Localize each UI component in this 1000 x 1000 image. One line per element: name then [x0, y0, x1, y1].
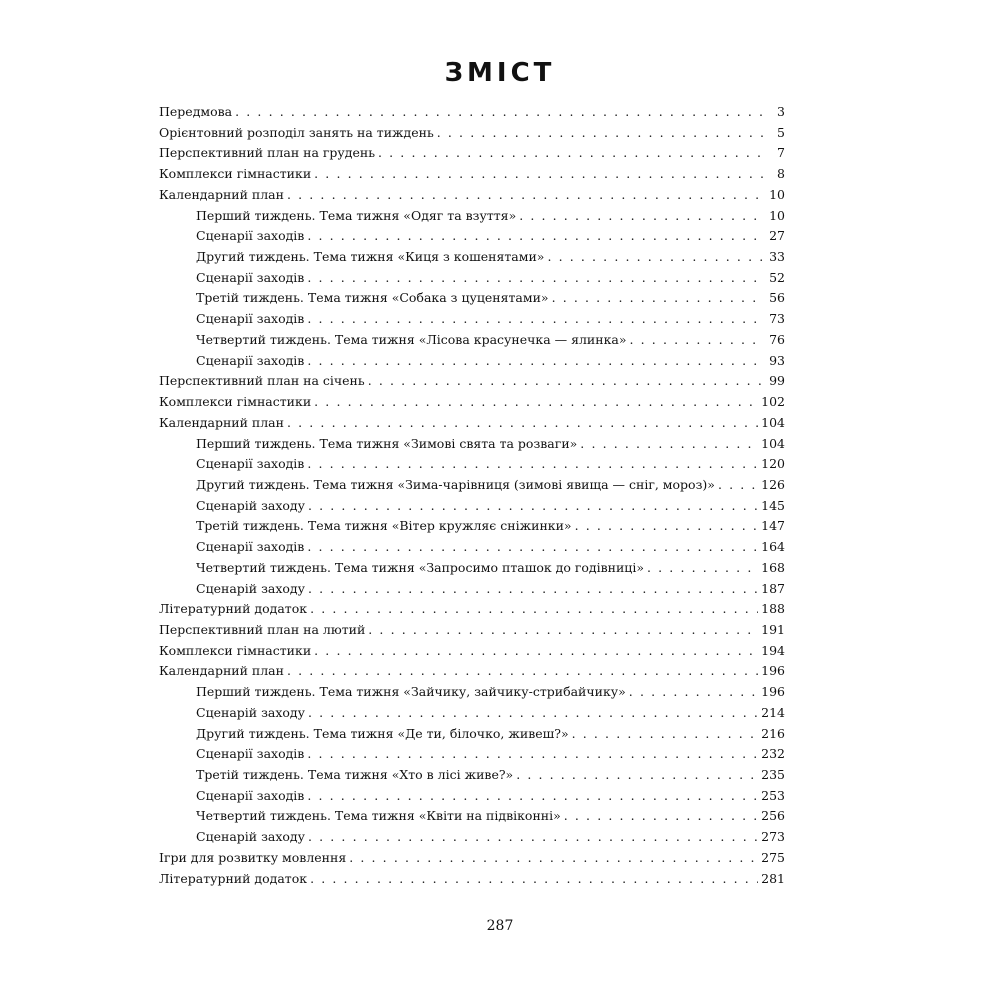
toc-entry-label: Сценарії заходів — [196, 539, 305, 555]
toc-entry — [159, 703, 785, 724]
toc-entry-page: 99 — [769, 373, 785, 389]
toc-entry — [159, 351, 785, 372]
dot-leader — [516, 765, 758, 786]
toc-entry-label: Літературний додаток — [159, 601, 308, 617]
toc-entry — [159, 226, 785, 247]
dot-leader — [310, 599, 758, 620]
toc-entry — [159, 247, 785, 268]
toc-entry-label: Комплекси гімнастики — [159, 166, 312, 182]
dot-leader — [575, 516, 759, 537]
toc-entry-label: Сценарії заходів — [196, 228, 305, 244]
toc-entry-label: Сценарій заходу — [196, 829, 305, 845]
toc-entry-page: 7 — [777, 145, 785, 161]
dot-leader — [287, 413, 758, 434]
toc-entry — [159, 164, 785, 185]
toc-entry-page: 168 — [761, 559, 785, 575]
toc-entry-page: 104 — [761, 435, 785, 451]
toc-entry — [159, 309, 785, 330]
toc-entry-page: 126 — [761, 476, 785, 492]
toc-entry-label: Четвертий тиждень. Тема тижня «Лісова красунечка — ялинка» — [196, 331, 627, 347]
toc-entry-label: Ігри для розвитку мовлення — [159, 849, 347, 865]
toc-entry-label: Передмова — [159, 104, 233, 119]
toc-entry — [159, 143, 785, 164]
toc-entry-page: 145 — [761, 497, 785, 513]
toc-entry-label: Другий тиждень. Тема тижня «Зима-чарівниця (зимові явища — сніг, мороз)» — [196, 476, 715, 492]
dot-leader — [308, 579, 758, 600]
toc-entry-page: 76 — [769, 331, 785, 347]
toc-entry-page: 191 — [761, 621, 785, 637]
toc-entry — [159, 413, 785, 434]
dot-leader — [368, 371, 764, 392]
dot-leader — [308, 703, 758, 724]
toc-entry — [159, 558, 785, 579]
toc-entry-label: Сценарії заходів — [196, 456, 305, 472]
toc-entry-label: Третій тиждень. Тема тижня «Вітер кружляє сніжинки» — [196, 518, 572, 534]
toc-entry-label: Сценарій заходу — [196, 580, 305, 596]
dot-leader — [307, 268, 764, 289]
toc-entry — [159, 744, 785, 765]
toc-entry-page: 214 — [761, 704, 785, 720]
toc-entry — [159, 579, 785, 600]
toc-entry — [159, 786, 785, 807]
toc-entry — [159, 206, 785, 227]
toc-entry — [159, 848, 785, 869]
dot-leader — [310, 869, 758, 890]
page-title: ЗМІСТ — [444, 58, 556, 88]
dot-leader — [552, 288, 764, 309]
dot-leader — [519, 206, 764, 227]
page-number: 287 — [486, 918, 514, 934]
toc-entry-label: Сценарій заходу — [196, 704, 305, 720]
toc-entry — [159, 268, 785, 289]
dot-leader — [307, 309, 764, 330]
dot-leader — [378, 143, 764, 164]
toc-entry-page: 52 — [769, 269, 785, 285]
dot-leader — [307, 454, 758, 475]
toc-entry-label: Сценарій заходу — [196, 497, 305, 513]
table-of-contents — [159, 102, 785, 889]
toc-entry-label: Перспективний план на лютий — [159, 621, 366, 637]
toc-entry — [159, 682, 785, 703]
toc-entry-page: 256 — [761, 808, 785, 824]
dot-leader — [564, 806, 758, 827]
toc-entry-label: Сценарії заходів — [196, 311, 305, 327]
toc-entry-page: 216 — [761, 725, 785, 741]
toc-entry-page: 273 — [761, 829, 785, 845]
dot-leader — [314, 392, 758, 413]
toc-entry-label: Календарний план — [159, 663, 284, 679]
dot-leader — [307, 744, 758, 765]
toc-entry-page: 196 — [761, 684, 785, 700]
toc-entry — [159, 869, 785, 890]
toc-entry-label: Перший тиждень. Тема тижня «Одяг та взуття» — [196, 207, 517, 223]
dot-leader — [308, 827, 758, 848]
dot-leader — [647, 558, 758, 579]
toc-entry-label: Комплекси гімнастики — [159, 642, 312, 658]
toc-entry-label: Третій тиждень. Тема тижня «Собака з цуценятами» — [196, 290, 549, 306]
toc-entry — [159, 806, 785, 827]
toc-entry-page: 5 — [777, 124, 785, 140]
dot-leader — [307, 786, 758, 807]
toc-entry — [159, 434, 785, 455]
toc-entry-label: Сценарії заходів — [196, 269, 305, 285]
toc-entry-label: Четвертий тиждень. Тема тижня «Запросимо пташок до годівниці» — [196, 559, 644, 575]
toc-entry — [159, 185, 785, 206]
dot-leader — [307, 226, 764, 247]
dot-leader — [314, 164, 764, 185]
toc-entry-page: 10 — [769, 207, 785, 223]
toc-entry-page: 102 — [761, 394, 785, 410]
toc-entry-page: 194 — [761, 642, 785, 658]
dot-leader — [287, 661, 758, 682]
toc-entry-page: 27 — [769, 228, 785, 244]
toc-entry-page: 10 — [769, 186, 785, 202]
dot-leader — [547, 247, 764, 268]
toc-entry-page: 253 — [761, 787, 785, 803]
toc-entry-label: Орієнтовний розподіл занять на тиждень — [159, 124, 434, 140]
dot-leader — [580, 434, 758, 455]
toc-entry — [159, 392, 785, 413]
toc-entry — [159, 620, 785, 641]
toc-entry-page: 104 — [761, 414, 785, 430]
toc-entry-label: Перспективний план на грудень — [159, 145, 376, 161]
toc-entry — [159, 371, 785, 392]
toc-entry-page: 120 — [761, 456, 785, 472]
dot-leader — [349, 848, 758, 869]
toc-entry-label: Літературний додаток — [159, 870, 308, 886]
toc-entry-page: 188 — [761, 601, 785, 617]
dot-leader — [307, 351, 764, 372]
toc-entry-label: Комплекси гімнастики — [159, 394, 312, 410]
dot-leader — [630, 330, 765, 351]
dot-leader — [308, 496, 758, 517]
toc-entry — [159, 599, 785, 620]
toc-entry — [159, 102, 785, 123]
toc-entry — [159, 330, 785, 351]
toc-entry-label: Перший тиждень. Тема тижня «Зимові свята та розваги» — [196, 435, 578, 451]
toc-entry-label: Сценарії заходів — [196, 787, 305, 803]
toc-entry-page: 73 — [769, 311, 785, 327]
toc-entry — [159, 537, 785, 558]
toc-entry — [159, 454, 785, 475]
toc-entry-label: Перспективний план на січень — [159, 373, 365, 389]
dot-leader — [235, 102, 764, 123]
toc-entry-page: 187 — [761, 580, 785, 596]
toc-entry-page: 3 — [777, 104, 785, 119]
toc-entry — [159, 288, 785, 309]
toc-entry — [159, 827, 785, 848]
toc-entry-label: Перший тиждень. Тема тижня «Зайчику, зайчику-стрибайчику» — [196, 684, 626, 700]
toc-entry-label: Другий тиждень. Тема тижня «Киця з кошенятами» — [196, 249, 545, 265]
toc-entry-label: Сценарії заходів — [196, 352, 305, 368]
toc-entry-label: Другий тиждень. Тема тижня «Де ти, білочко, живеш?» — [196, 725, 569, 741]
toc-entry-page: 281 — [761, 870, 785, 886]
toc-entry-label: Календарний план — [159, 186, 284, 202]
toc-entry-page: 164 — [761, 539, 785, 555]
dot-leader — [287, 185, 764, 206]
dot-leader — [307, 537, 758, 558]
toc-entry — [159, 123, 785, 144]
toc-entry — [159, 496, 785, 517]
toc-entry — [159, 475, 785, 496]
toc-entry — [159, 765, 785, 786]
toc-entry-page: 235 — [761, 767, 785, 782]
toc-entry — [159, 641, 785, 662]
toc-entry-label: Четвертий тиждень. Тема тижня «Квіти на підвіконні» — [196, 808, 561, 824]
toc-entry-page: 275 — [761, 849, 785, 865]
toc-entry-label: Третій тиждень. Тема тижня «Хто в лісі живе?» — [196, 767, 514, 782]
dot-leader — [368, 620, 758, 641]
toc-entry-page: 196 — [761, 663, 785, 679]
toc-entry-page: 56 — [769, 290, 785, 306]
dot-leader — [437, 123, 764, 144]
toc-entry — [159, 661, 785, 682]
toc-entry — [159, 724, 785, 745]
toc-entry-page: 93 — [769, 352, 785, 368]
toc-entry-label: Сценарії заходів — [196, 746, 305, 762]
dot-leader — [572, 724, 759, 745]
dot-leader — [314, 641, 758, 662]
toc-entry-page: 147 — [761, 518, 785, 534]
toc-entry-page: 33 — [769, 249, 785, 265]
dot-leader — [629, 682, 758, 703]
dot-leader — [718, 475, 758, 496]
toc-entry-label: Календарний план — [159, 414, 284, 430]
toc-entry-page: 232 — [761, 746, 785, 762]
toc-entry-page: 8 — [777, 166, 785, 182]
toc-entry — [159, 516, 785, 537]
